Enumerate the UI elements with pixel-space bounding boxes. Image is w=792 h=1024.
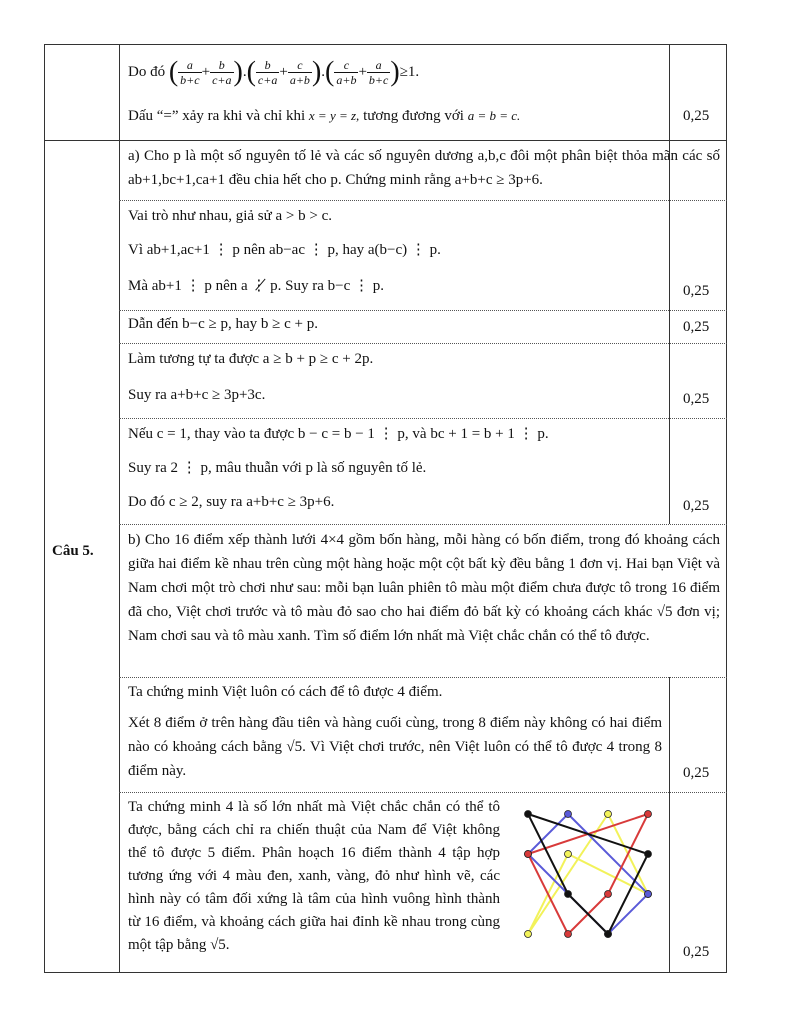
part-a-step1-line3: Mà ab+1 ⋮ p nên a ⋮̸ p. Suy ra b−c ⋮ p.	[128, 278, 385, 294]
row-divider	[119, 310, 727, 311]
part-a-step4-line2: Suy ra 2 ⋮ p, mâu thuẫn với p là số nguyên tố lẻ.	[128, 460, 427, 476]
question-label: Câu 5.	[52, 543, 94, 559]
part-b-step2-para: Ta chứng minh 4 là số lớn nhất mà Việt chắc chắn có thể tô được, bằng cách chỉ ra chiến thuật của Nam để Việt không thể tô được 5 điểm. Phân hoạch 16 điểm thành 4 tập hợp tương ứng với 4 màu đen, xanh, vàng, đỏ như hình vẽ, các hình này có tâm đối xứng là tâm của hình vuông hình thành từ 16 điểm, và khoảng cách giữa hai đỉnh kề nhau trong cùng một tập bằng √5.	[128, 799, 500, 953]
part-a-step3-line2: Suy ra a+b+c ≥ 3p+3c.	[128, 387, 266, 403]
yellow-point	[605, 811, 612, 818]
red-point	[645, 811, 652, 818]
part-a-step1-line2: Vì ab+1,ac+1 ⋮ p nên ab−ac ⋮ p, hay a(b−c) ⋮ p.	[128, 242, 441, 258]
table-border-right	[726, 44, 727, 972]
score: 0,25	[683, 498, 710, 514]
equality-condition-line: Dấu “=” xảy ra khi và chỉ khi x = y = z, tương đương với a = b = c.	[128, 108, 521, 124]
score: 0,25	[683, 319, 710, 335]
part-a-step1-line1: Vai trò như nhau, giả sử a > b > c.	[128, 208, 332, 224]
part-a-step2-line1: Dẫn đến b−c ≥ p, hay b ≥ c + p.	[128, 316, 319, 332]
row-divider	[119, 677, 727, 678]
yellow-point	[565, 851, 572, 858]
red-point	[565, 931, 572, 938]
table-col-divider-2	[669, 200, 670, 524]
score: 0,25	[683, 944, 710, 960]
score: 0,25	[683, 391, 710, 407]
blue-set-polygon	[528, 814, 648, 934]
row-divider	[119, 792, 727, 793]
row-divider	[119, 418, 727, 419]
row-divider	[119, 200, 727, 201]
yellow-point	[525, 931, 532, 938]
score: 0,25	[683, 765, 710, 781]
table-bottom	[44, 972, 727, 973]
blue-point	[565, 811, 572, 818]
black-point	[645, 851, 652, 858]
part-a-problem: a) Cho p là một số nguyên tố lẻ và các số nguyên dương a,b,c đôi một phân biệt thỏa mãn các số ab+1,bc+1,ca+1 đều chia hết cho p. Chứng minh rằng a+b+c ≥ 3p+6.	[128, 148, 720, 188]
red-point	[605, 891, 612, 898]
part-a-step4-line1: Nếu c = 1, thay vào ta được b − c = b − 1 ⋮ p, và bc + 1 = b + 1 ⋮ p.	[128, 426, 549, 442]
blue-point	[645, 891, 652, 898]
table-col-divider-1	[119, 44, 120, 972]
part-b-problem: b) Cho 16 điểm xếp thành lưới 4×4 gồm bốn hàng, mỗi hàng có bốn điểm, trong đó khoảng cách giữa hai điểm kề nhau trên cùng một hàng hoặc một cột bất kỳ đều bằng 1 đơn vị. Hai bạn Việt và Nam chơi một trò chơi như sau: mỗi bạn luân phiên tô màu một điểm chưa được tô trong 16 điểm đã cho, Việt chơi trước và tô màu đỏ sao cho hai điểm đỏ bất kỳ có khoảng cách khác √5 đơn vị; Nam chơi sau và tô màu xanh. Tìm số điểm lớn nhất mà Việt chắc chắn có thể tô được.	[128, 532, 720, 644]
black-point	[525, 811, 532, 818]
row-divider	[119, 524, 727, 525]
black-point	[605, 931, 612, 938]
part-a-step4-line3: Do đó c ≥ 2, suy ra a+b+c ≥ 3p+6.	[128, 494, 335, 510]
conclusion-line-1: Do đó ( $\frac{a}{b+c}$ + $\frac{b}{c+a}$ ).( $\frac{b}{c+a}$ + $\frac{c}{a+b}$ ).( $\frac{c}{a+b}$ + $\frac{a}{b+c}$ )≥1.	[128, 56, 420, 88]
part-b-step1-para: Xét 8 điểm ở trên hàng đầu tiên và hàng cuối cùng, trong 8 điểm này không có hai điểm nào có khoảng cách bằng √5. Vì Việt chơi trước, nên Việt luôn có thể tô được 4 trong 8 điểm này.	[128, 715, 662, 779]
red-point	[525, 851, 532, 858]
table-col-divider-2	[669, 677, 670, 972]
score: 0,25	[683, 108, 710, 124]
yellow-set-polygon	[528, 814, 648, 934]
score: 0,25	[683, 283, 710, 299]
row-divider	[119, 343, 727, 344]
black-point	[565, 891, 572, 898]
part-a-step3-line1: Làm tương tự ta được a ≥ b + p ≥ c + 2p.	[128, 351, 374, 367]
part-b-step1-line1: Ta chứng minh Việt luôn có cách để tô được 4 điểm.	[128, 684, 443, 700]
black-set-polygon	[528, 814, 648, 934]
table-top	[44, 44, 727, 45]
partition-figure	[518, 806, 658, 940]
red-set-polygon	[528, 814, 648, 934]
table-border-left	[44, 44, 45, 972]
row-divider	[44, 140, 727, 141]
